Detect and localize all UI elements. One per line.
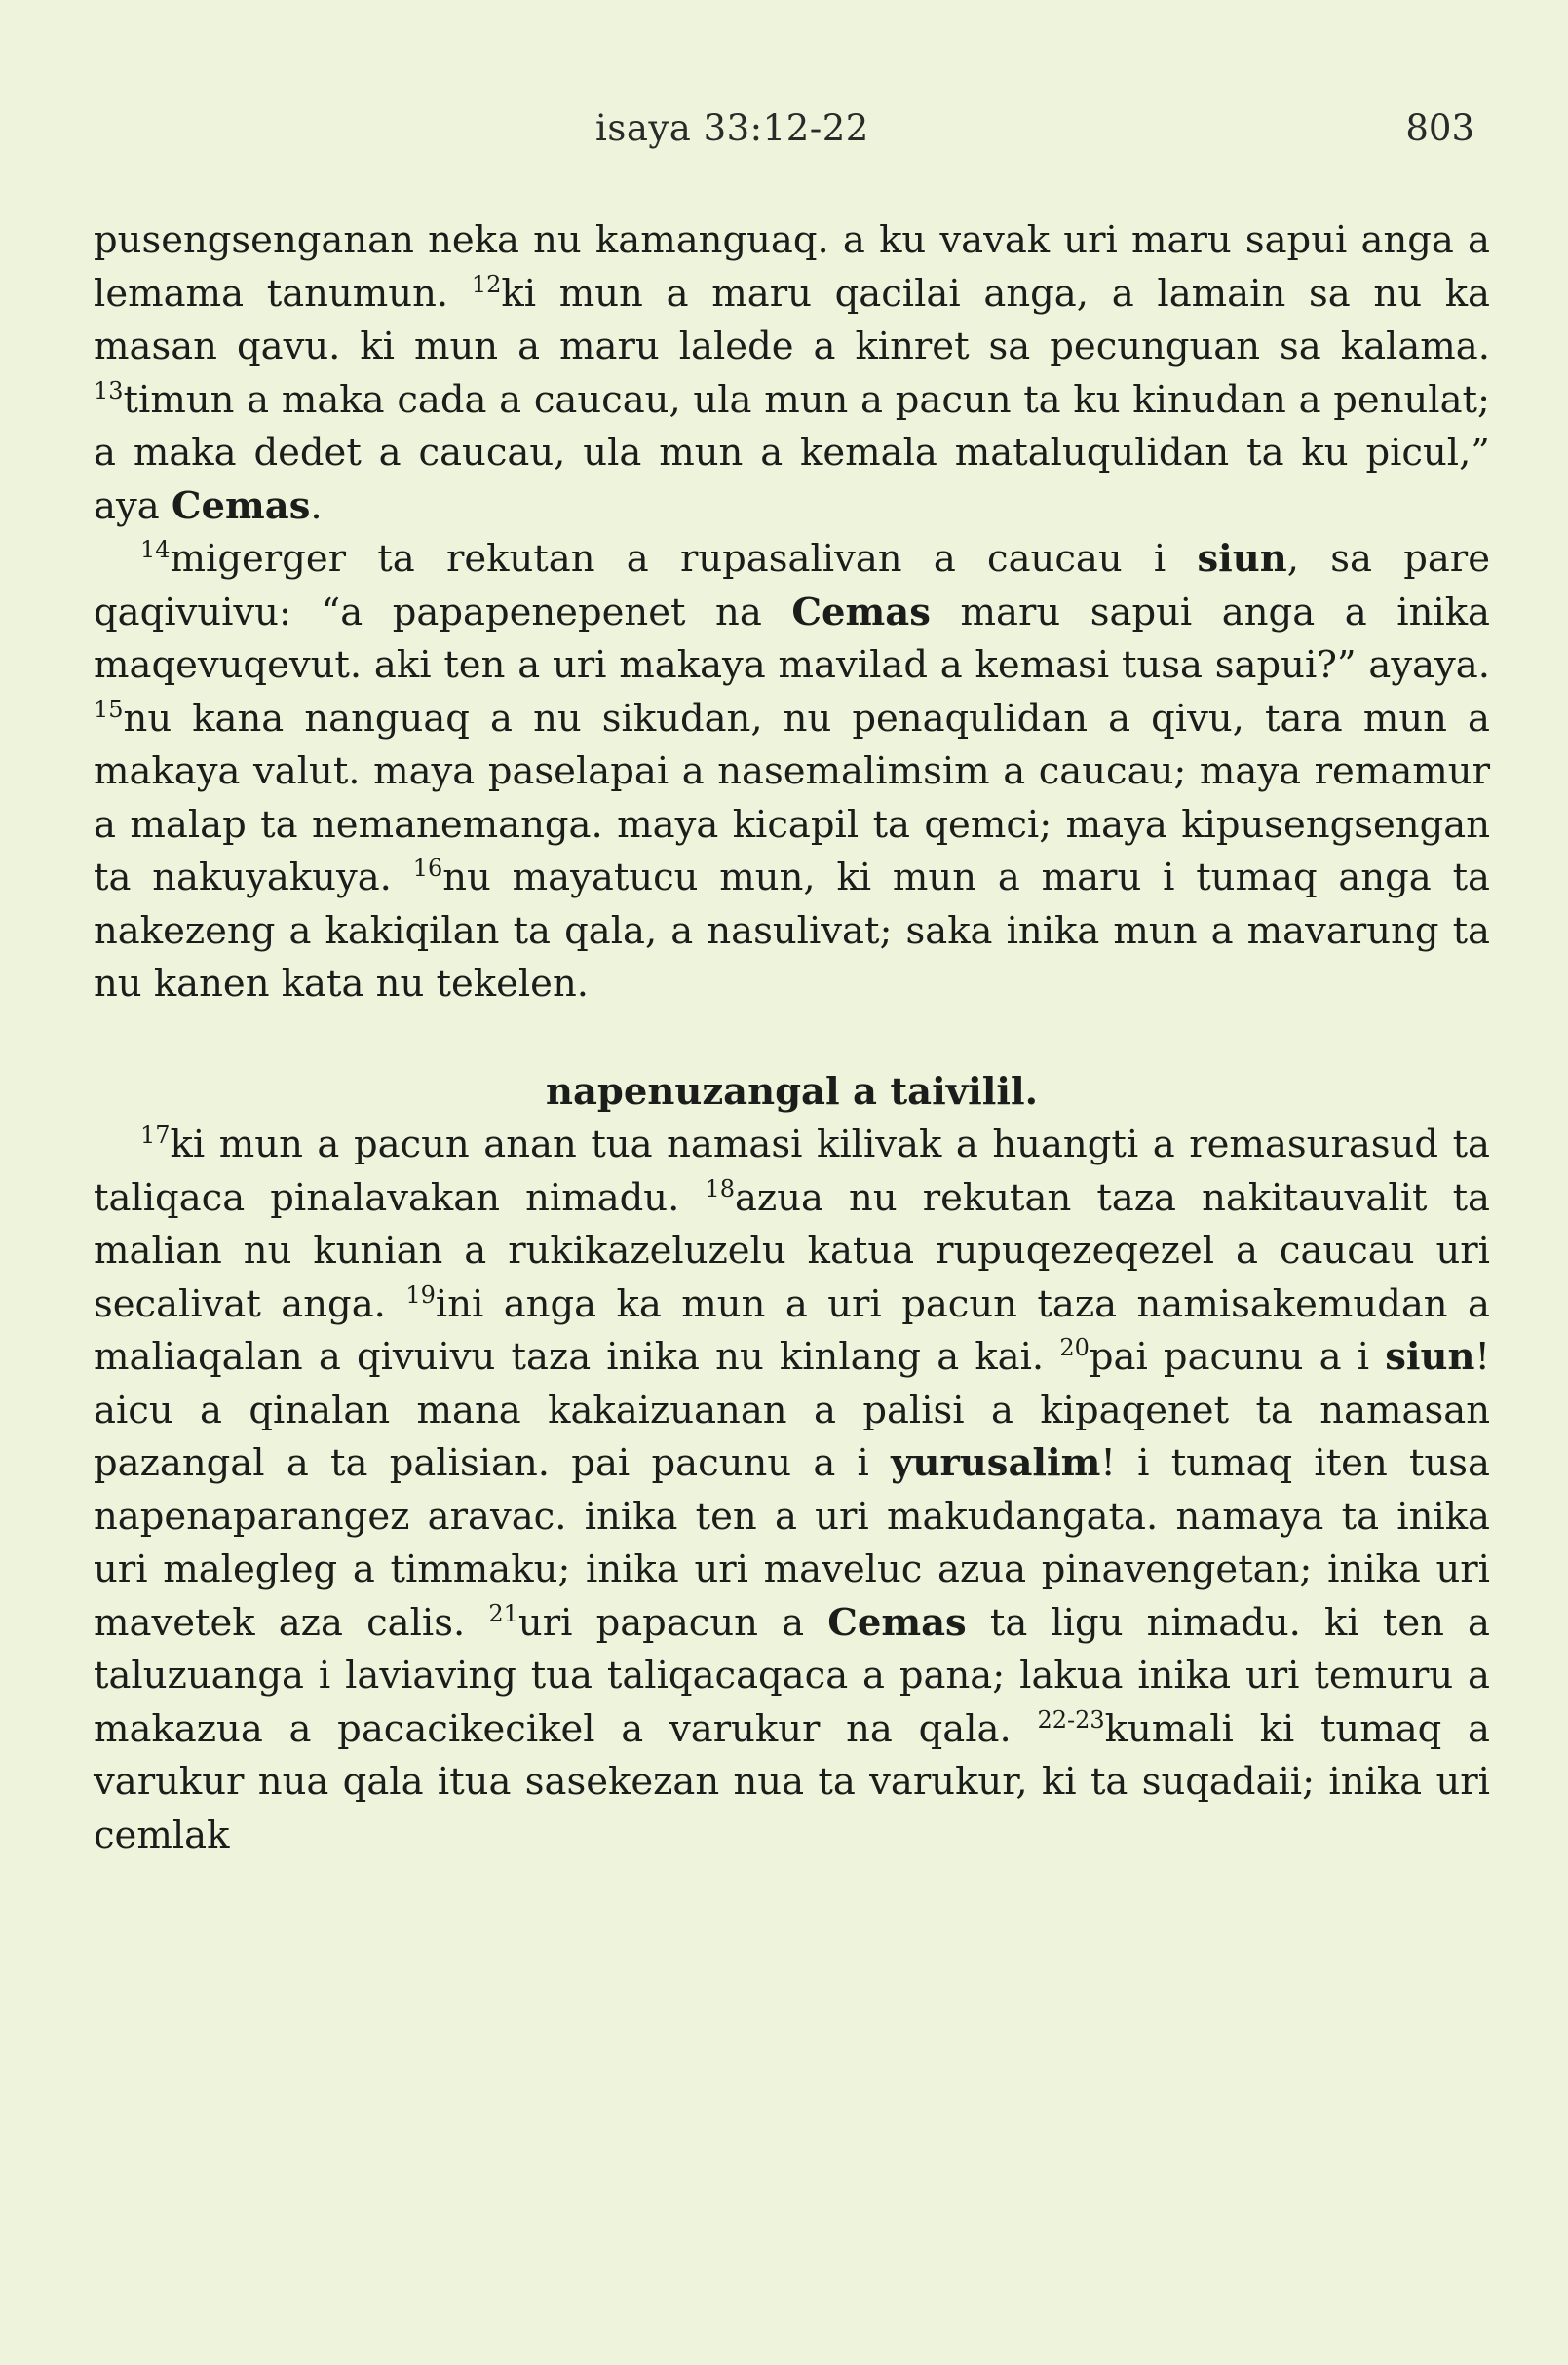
bold-name: yurusalim	[891, 1441, 1101, 1485]
paragraph-12-13	[94, 214, 1490, 533]
text-run: ta ligu nimadu. ki ten a taluzuanga i laviaving tua taliqacaqaca a pana; lakua inika uri temuru a makazua a pacacikecikel a varukur na qala.	[94, 1600, 1491, 1751]
bold-name: siun	[1385, 1335, 1475, 1379]
verse-number: 22-23	[1037, 1705, 1105, 1734]
text-run: migerger ta rekutan a rupasalivan a caucau i	[170, 537, 1198, 581]
bold-name: Cemas	[827, 1600, 967, 1645]
text-run: nu kana nanguaq a nu sikudan, nu penaqulidan a qivu, tara mun a makaya valut. maya paselapai a nasemalimsim a caucau; maya remamur a malap ta nemanemanga. maya kicapil ta qemci; maya kipusengsengan ta nakuyakuya.	[94, 696, 1490, 899]
text-run: pusengsenganan neka nu kamanguaq. a ku vavak uri maru sapui anga a lemama tanumun.	[94, 218, 1490, 316]
bold-name: Cemas	[171, 483, 311, 528]
section-heading: napenuzangal a taivilil.	[545, 1069, 1038, 1114]
text-run: ! aicu a qinalan mana kakaizuanan a palisi a kipaqenet ta namasan pazangal a ta palisian. pai pacunu a i	[94, 1335, 1490, 1485]
text-run: azua nu rekutan taza nakitauvalit ta malian nu kunian a rukikazeluzelu katua rupuqezeqezel a caucau uri secalivat anga.	[94, 1175, 1490, 1326]
text-run: , sa pare qaqivuivu: “a papapenepenet na	[94, 537, 1490, 634]
text-run: ! i tumaq iten tusa napenaparangez aravac. inika ten a uri makudangata. namaya ta inika uri malegleg a timmaku; inika uri maveluc azua pinavengetan; inika uri mavetek aza calis.	[94, 1441, 1490, 1645]
text-run: ki mun a pacun anan tua namasi kilivak a huangti a remasurasud ta taliqaca pinalavakan nimadu.	[94, 1123, 1490, 1220]
verse-number: 17	[140, 1122, 171, 1149]
verse-number: 16	[412, 855, 443, 882]
verse-number: 15	[94, 695, 124, 723]
verse-number: 21	[488, 1599, 518, 1627]
body-text	[94, 214, 1490, 1862]
verse-number: 18	[705, 1174, 735, 1202]
bold-name: Cemas	[791, 590, 931, 634]
text-run: uri papacun a	[517, 1600, 828, 1645]
verse-number: 14	[140, 536, 171, 563]
text-run: kumali ki tumaq a varukur nua qala itua sasekezan nua ta varukur, ki ta suqadaii; inika uri cemlak	[94, 1706, 1490, 1857]
text-run: ini anga ka mun a uri pacun taza namisakemudan a maliaqalan a qivuivu taza inika nu kinlang a kai.	[94, 1281, 1491, 1379]
verse-number: 13	[94, 376, 124, 404]
bold-name: siun	[1197, 537, 1287, 581]
chapter-reference: isaya 33:12-22	[595, 107, 869, 149]
verse-number: 12	[471, 270, 502, 298]
text-run: nu mayatucu mun, ki mun a maru i tumaq anga ta nakezeng a kakiqilan ta qala, a nasulivat; saka inika mun a mavarung ta nu kanen kata nu tekelen.	[94, 856, 1490, 1006]
text-run: ki mun a maru qacilai anga, a lamain sa nu ka masan qavu. ki mun a maru lalede a kinret sa pecunguan sa kalama.	[94, 271, 1490, 368]
page-number: 803	[1405, 107, 1474, 149]
paragraph-14-16	[94, 533, 1490, 1011]
text-run: timun a maka cada a caucau, ula mun a pacun ta ku kinudan a penulat; a maka dedet a caucau, ula mun a kemala mataluqulidan ta ku picul,” aya	[94, 377, 1490, 528]
verse-number: 20	[1059, 1334, 1090, 1361]
running-header	[94, 94, 1490, 162]
text-run: .	[310, 483, 323, 528]
text-run: pai pacunu a i	[1089, 1335, 1386, 1379]
text-run: maru sapui anga a inika maqevuqevut. aki ten a uri makaya mavilad a kemasi tusa sapui?” ayaya.	[94, 590, 1490, 687]
paragraph-17-23	[94, 1119, 1490, 1862]
verse-number: 19	[405, 1280, 436, 1309]
